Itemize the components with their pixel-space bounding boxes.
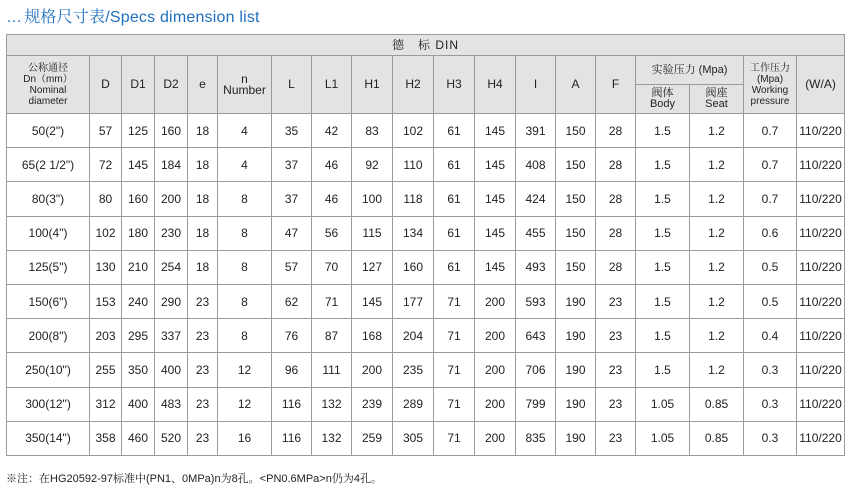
table-cell: 1.5 [636,182,690,216]
nominal-diameter-cell: 50(2") [7,114,90,148]
table-cell: 115 [352,216,393,250]
table-cell: 71 [434,353,475,387]
table-cell: 0.4 [744,319,797,353]
table-cell: 110/220 [797,421,845,455]
table-cell: 1.2 [690,182,744,216]
col-header-n: n Number [218,56,272,114]
table-cell: 92 [352,148,393,182]
table-cell: 18 [188,216,218,250]
table-cell: 116 [272,387,312,421]
table-cell: 96 [272,353,312,387]
table-cell: 290 [155,284,188,318]
table-cell: 400 [122,387,155,421]
table-cell: 289 [393,387,434,421]
table-row [7,284,845,318]
table-row [7,114,845,148]
table-cell: 61 [434,148,475,182]
table-cell: 150 [556,182,596,216]
col-header-d: D [90,56,122,114]
table-cell: 23 [188,284,218,318]
table-cell: 145 [475,216,516,250]
table-cell: 4 [218,114,272,148]
table-cell: 190 [556,284,596,318]
table-cell: 18 [188,114,218,148]
table-cell: 116 [272,421,312,455]
table-cell: 1.2 [690,250,744,284]
table-cell: 180 [122,216,155,250]
table-cell: 160 [155,114,188,148]
table-cell: 16 [218,421,272,455]
table-cell: 57 [90,114,122,148]
table-cell: 70 [312,250,352,284]
table-row [7,182,845,216]
table-cell: 0.5 [744,250,797,284]
table-cell: 235 [393,353,434,387]
table-row [7,250,845,284]
table-cell: 71 [434,421,475,455]
table-cell: 204 [393,319,434,353]
table-cell: 23 [596,353,636,387]
table-cell: 145 [475,114,516,148]
table-cell: 125 [122,114,155,148]
table-cell: 408 [516,148,556,182]
table-row [7,421,845,455]
table-cell: 110/220 [797,353,845,387]
col-header-f: F [596,56,636,114]
table-cell: 23 [596,319,636,353]
table-cell: 1.5 [636,284,690,318]
table-cell: 239 [352,387,393,421]
table-cell: 1.2 [690,216,744,250]
table-cell: 110 [393,148,434,182]
table-cell: 37 [272,182,312,216]
col-header-l1: L1 [312,56,352,114]
nominal-diameter-cell: 65(2 1/2") [7,148,90,182]
page-title: … 规格尺寸表/Specs dimension list [6,9,260,26]
table-cell: 0.85 [690,387,744,421]
din-group-header: 德 标 DIN [7,35,845,56]
table-cell: 46 [312,148,352,182]
table-cell: 37 [272,148,312,182]
table-cell: 46 [312,182,352,216]
table-cell: 1.5 [636,353,690,387]
table-cell: 42 [312,114,352,148]
table-cell: 160 [393,250,434,284]
nominal-diameter-cell: 100(4") [7,216,90,250]
spec-table [6,34,845,456]
table-row [7,148,845,182]
col-header-h4: H4 [475,56,516,114]
table-cell: 12 [218,353,272,387]
table-cell: 153 [90,284,122,318]
table-cell: 150 [556,250,596,284]
table-cell: 110/220 [797,216,845,250]
table-cell: 799 [516,387,556,421]
table-cell: 424 [516,182,556,216]
table-cell: 240 [122,284,155,318]
table-cell: 255 [90,353,122,387]
table-cell: 145 [475,182,516,216]
table-cell: 835 [516,421,556,455]
table-cell: 0.85 [690,421,744,455]
spec-table-body [7,114,845,456]
table-cell: 391 [516,114,556,148]
table-cell: 28 [596,250,636,284]
table-cell: 23 [596,421,636,455]
table-row [7,319,845,353]
table-cell: 200 [475,353,516,387]
col-header-h1: H1 [352,56,393,114]
table-cell: 1.05 [636,421,690,455]
table-cell: 127 [352,250,393,284]
table-cell: 168 [352,319,393,353]
table-cell: 1.2 [690,114,744,148]
col-header-e: e [188,56,218,114]
table-cell: 1.2 [690,148,744,182]
table-cell: 493 [516,250,556,284]
table-cell: 132 [312,387,352,421]
col-header-d2: D2 [155,56,188,114]
table-cell: 102 [393,114,434,148]
table-cell: 71 [312,284,352,318]
table-cell: 110/220 [797,114,845,148]
table-cell: 0.6 [744,216,797,250]
table-cell: 35 [272,114,312,148]
table-cell: 593 [516,284,556,318]
table-cell: 337 [155,319,188,353]
table-cell: 23 [188,421,218,455]
table-cell: 1.5 [636,250,690,284]
col-header-d1: D1 [122,56,155,114]
table-cell: 1.5 [636,319,690,353]
table-cell: 520 [155,421,188,455]
table-cell: 4 [218,148,272,182]
table-cell: 23 [596,387,636,421]
nominal-diameter-header: 公称通径 Dn（mm） Nominal diameter [7,56,90,114]
table-cell: 145 [352,284,393,318]
table-cell: 400 [155,353,188,387]
table-cell: 18 [188,182,218,216]
table-cell: 184 [155,148,188,182]
table-cell: 61 [434,250,475,284]
table-cell: 110/220 [797,148,845,182]
table-cell: 200 [155,182,188,216]
table-cell: 134 [393,216,434,250]
footnote: ※注：在HG20592-97标准中(PN1、0MPa)n为8孔。<PN0.6MPa>n仍为4孔。 [6,473,382,485]
table-cell: 190 [556,421,596,455]
table-cell: 1.05 [636,387,690,421]
table-cell: 190 [556,353,596,387]
table-cell: 100 [352,182,393,216]
table-cell: 203 [90,319,122,353]
table-cell: 460 [122,421,155,455]
table-cell: 210 [122,250,155,284]
table-cell: 8 [218,182,272,216]
nominal-diameter-cell: 150(6") [7,284,90,318]
table-cell: 18 [188,148,218,182]
table-cell: 102 [90,216,122,250]
table-cell: 0.5 [744,284,797,318]
table-cell: 230 [155,216,188,250]
table-cell: 28 [596,216,636,250]
table-cell: 76 [272,319,312,353]
table-cell: 110/220 [797,182,845,216]
table-cell: 47 [272,216,312,250]
table-cell: 0.7 [744,114,797,148]
table-cell: 312 [90,387,122,421]
table-cell: 0.3 [744,353,797,387]
table-cell: 350 [122,353,155,387]
power-header: (W/A) [797,56,845,114]
table-cell: 23 [596,284,636,318]
table-row [7,353,845,387]
table-cell: 200 [475,284,516,318]
table-cell: 1.5 [636,148,690,182]
table-cell: 177 [393,284,434,318]
table-cell: 118 [393,182,434,216]
test-pressure-header: 实验压力 (Mpa) [636,56,744,85]
table-cell: 150 [556,114,596,148]
table-cell: 12 [218,387,272,421]
table-cell: 61 [434,114,475,148]
nominal-diameter-cell: 80(3") [7,182,90,216]
table-cell: 150 [556,148,596,182]
table-cell: 150 [556,216,596,250]
table-cell: 80 [90,182,122,216]
table-cell: 8 [218,319,272,353]
table-cell: 160 [122,182,155,216]
table-cell: 62 [272,284,312,318]
table-cell: 1.2 [690,284,744,318]
table-cell: 190 [556,319,596,353]
table-cell: 0.3 [744,387,797,421]
table-cell: 110/220 [797,319,845,353]
col-header-l: L [272,56,312,114]
table-cell: 190 [556,387,596,421]
table-cell: 23 [188,353,218,387]
table-cell: 87 [312,319,352,353]
table-cell: 1.5 [636,114,690,148]
table-cell: 132 [312,421,352,455]
table-cell: 8 [218,250,272,284]
table-cell: 254 [155,250,188,284]
table-cell: 28 [596,114,636,148]
table-cell: 23 [188,319,218,353]
table-cell: 83 [352,114,393,148]
table-cell: 61 [434,216,475,250]
table-cell: 145 [122,148,155,182]
table-cell: 8 [218,284,272,318]
table-cell: 706 [516,353,556,387]
table-cell: 71 [434,387,475,421]
table-cell: 71 [434,284,475,318]
col-header-h3: H3 [434,56,475,114]
table-cell: 643 [516,319,556,353]
table-cell: 483 [155,387,188,421]
col-header-i: I [516,56,556,114]
table-cell: 110/220 [797,250,845,284]
table-cell: 23 [188,387,218,421]
table-cell: 0.7 [744,148,797,182]
nominal-diameter-cell: 125(5") [7,250,90,284]
table-cell: 305 [393,421,434,455]
table-cell: 61 [434,182,475,216]
table-cell: 259 [352,421,393,455]
table-cell: 145 [475,250,516,284]
table-cell: 110/220 [797,387,845,421]
table-cell: 200 [475,319,516,353]
col-header-a: A [556,56,596,114]
table-cell: 145 [475,148,516,182]
table-cell: 130 [90,250,122,284]
table-cell: 71 [434,319,475,353]
table-cell: 0.3 [744,421,797,455]
table-cell: 57 [272,250,312,284]
seat-pressure-header: 阀座 Seat [690,85,744,114]
col-header-h2: H2 [393,56,434,114]
table-cell: 72 [90,148,122,182]
nominal-diameter-cell: 350(14") [7,421,90,455]
table-cell: 1.2 [690,353,744,387]
table-cell: 111 [312,353,352,387]
table-cell: 200 [475,421,516,455]
nominal-diameter-cell: 300(12") [7,387,90,421]
table-cell: 455 [516,216,556,250]
table-cell: 28 [596,148,636,182]
nominal-diameter-cell: 250(10") [7,353,90,387]
table-row [7,216,845,250]
working-pressure-header: 工作压力 (Mpa) Working pressure [744,56,797,114]
table-cell: 358 [90,421,122,455]
table-cell: 18 [188,250,218,284]
table-cell: 1.5 [636,216,690,250]
table-cell: 295 [122,319,155,353]
table-cell: 28 [596,182,636,216]
nominal-diameter-cell: 200(8") [7,319,90,353]
table-cell: 8 [218,216,272,250]
body-pressure-header: 阀体 Body [636,85,690,114]
table-cell: 110/220 [797,284,845,318]
table-cell: 200 [475,387,516,421]
table-row [7,387,845,421]
table-cell: 56 [312,216,352,250]
table-cell: 0.7 [744,182,797,216]
table-cell: 200 [352,353,393,387]
table-cell: 1.2 [690,319,744,353]
